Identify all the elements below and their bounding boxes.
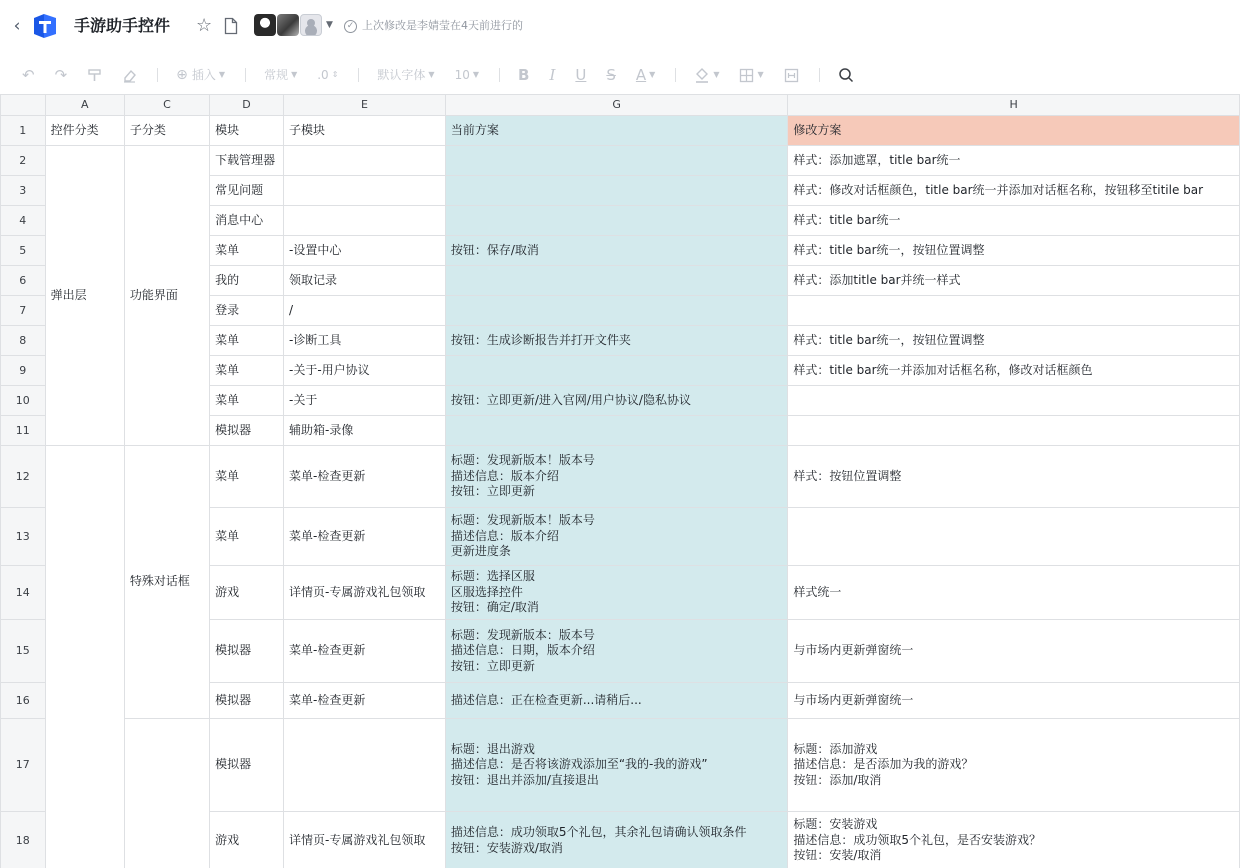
cell[interactable]: -关于-用户协议: [284, 356, 446, 386]
cell[interactable]: 修改方案: [788, 116, 1240, 146]
cell[interactable]: [445, 446, 788, 508]
column-header-c[interactable]: C: [124, 95, 209, 116]
cell[interactable]: [445, 266, 788, 296]
row-header[interactable]: 15: [1, 620, 46, 683]
cell-line: 样式：添加遮罩，title bar统一: [793, 152, 961, 167]
cell[interactable]: [445, 296, 788, 326]
row-header[interactable]: 8: [1, 326, 46, 356]
cell-line: 描述信息：正在检查更新...请稍后...: [450, 692, 642, 707]
spreadsheet-grid: [0, 94, 1240, 868]
cell-line: 标题：发现新版本：版本号: [450, 627, 595, 642]
cell[interactable]: 模块: [210, 116, 284, 146]
cell[interactable]: [788, 508, 1240, 566]
cell[interactable]: [284, 719, 446, 812]
back-icon[interactable]: ‹: [13, 16, 21, 36]
cell-line: 描述信息：版本介绍: [450, 468, 559, 483]
cell[interactable]: [284, 206, 446, 236]
cell-line: 描述信息：是否添加为我的游戏？: [793, 757, 974, 772]
cell[interactable]: [445, 719, 788, 812]
table-row: [1, 146, 1240, 176]
clear-format-icon[interactable]: [122, 63, 137, 87]
row-header[interactable]: 7: [1, 296, 46, 326]
cell-line: 标题：发现新版本！版本号: [450, 513, 595, 528]
cell[interactable]: [445, 176, 788, 206]
column-header-row: [1, 95, 1240, 116]
cell[interactable]: 菜单-检查更新: [284, 508, 446, 566]
cell-line: 标题：退出游戏: [450, 741, 535, 756]
last-modified-text: 上次修改是李婧莹在4天前进行的: [362, 19, 523, 32]
font-family-label: 默认字体: [377, 68, 426, 82]
toolbar-divider: [675, 68, 676, 82]
cell[interactable]: 领取记录: [284, 266, 446, 296]
cell[interactable]: 菜单-检查更新: [284, 683, 446, 719]
chevron-down-icon: ▼: [218, 70, 226, 79]
cell-line: 按钮：确定/取消: [450, 600, 539, 615]
format-painter-icon[interactable]: [87, 63, 102, 87]
plus-circle-icon: ⊕: [176, 67, 188, 83]
cell[interactable]: [445, 326, 788, 356]
decimal-places-control[interactable]: [317, 63, 338, 87]
chevron-down-icon: ▼: [291, 70, 298, 79]
cell[interactable]: [788, 812, 1240, 868]
number-format-label: 常规: [264, 68, 289, 82]
cell[interactable]: [445, 146, 788, 176]
cell[interactable]: /: [284, 296, 446, 326]
cell[interactable]: 菜单: [210, 508, 284, 566]
cell[interactable]: [788, 206, 1240, 236]
row-header[interactable]: 4: [1, 206, 46, 236]
cell[interactable]: [788, 176, 1240, 206]
cell[interactable]: [445, 683, 788, 719]
merged-cell[interactable]: 功能界面: [124, 146, 209, 446]
text-color-icon[interactable]: A ▼: [635, 66, 656, 84]
merged-cell[interactable]: [45, 446, 124, 868]
cell[interactable]: 子分类: [124, 116, 209, 146]
cell-line: 按钮：立即更新: [450, 484, 535, 499]
table-row: [1, 719, 1240, 812]
star-icon[interactable]: ☆: [196, 15, 213, 36]
avatar[interactable]: [300, 14, 322, 36]
cell[interactable]: [788, 266, 1240, 296]
cell-line: 按钮：添加/取消: [793, 772, 882, 787]
collaborator-avatars[interactable]: [254, 14, 333, 36]
cell[interactable]: -诊断工具: [284, 326, 446, 356]
cell[interactable]: 模拟器: [210, 683, 284, 719]
avatar[interactable]: [277, 14, 299, 36]
cell[interactable]: 菜单: [210, 236, 284, 266]
cell-line: 与市场内更新弹窗统一: [793, 692, 914, 707]
sheet-table: [0, 94, 1240, 868]
cell-line: 样式：按钮位置调整: [793, 468, 902, 483]
column-header-a[interactable]: A: [45, 95, 124, 116]
insert-dropdown[interactable]: [176, 63, 225, 87]
toolbar-divider: [499, 68, 500, 82]
merge-cells-icon[interactable]: [784, 63, 799, 87]
row-header[interactable]: 11: [1, 416, 46, 446]
merged-cell[interactable]: [124, 719, 209, 868]
font-family-dropdown[interactable]: [377, 63, 434, 87]
editor-toolbar: [0, 58, 1240, 92]
row-header[interactable]: 3: [1, 176, 46, 206]
cell-line: 标题：发现新版本！版本号: [450, 453, 595, 468]
toolbar-divider: [245, 68, 246, 82]
cell[interactable]: [788, 446, 1240, 508]
cell-line: 样式：添加title bar并统一样式: [793, 272, 961, 287]
cell-line: 样式统一: [793, 584, 842, 599]
cell[interactable]: [788, 566, 1240, 620]
cell[interactable]: 当前方案: [445, 116, 788, 146]
cell-line: 按钮：立即更新/进入官网/用户协议/隐私协议: [450, 392, 691, 407]
cell[interactable]: 子模块: [284, 116, 446, 146]
chevron-down-icon: ▼: [472, 70, 479, 79]
cell-line: 描述信息：成功领取5个礼包，其余礼包请确认领取条件: [450, 825, 747, 839]
bold-icon[interactable]: B: [518, 66, 530, 84]
cell-line: 描述信息：是否将该游戏添加至“我的-我的游戏”: [450, 757, 708, 772]
cell[interactable]: 登录: [210, 296, 284, 326]
row-header[interactable]: 1: [1, 116, 46, 146]
cell-line: 标题：添加游戏: [793, 741, 878, 756]
toolbar-divider: [358, 68, 359, 82]
fill-color-icon[interactable]: ▼: [694, 63, 719, 87]
cell[interactable]: [445, 416, 788, 446]
cell[interactable]: [788, 719, 1240, 812]
cell-line: 样式：title bar统一并添加对话框名称，修改对话框颜色: [793, 362, 1093, 377]
cell[interactable]: [284, 176, 446, 206]
check-circle-icon: ✓: [344, 20, 357, 33]
cell[interactable]: [445, 386, 788, 416]
cell[interactable]: [788, 386, 1240, 416]
sheet-doc-icon: [30, 12, 58, 40]
last-modified-status: [344, 18, 523, 34]
cell[interactable]: [788, 236, 1240, 266]
cell-line: 更新进度条: [450, 544, 511, 559]
row-header[interactable]: 2: [1, 146, 46, 176]
cell[interactable]: 模拟器: [210, 620, 284, 683]
cell-line: 描述信息：日期，版本介绍: [450, 643, 595, 658]
row-header[interactable]: 12: [1, 446, 46, 508]
cell[interactable]: [445, 620, 788, 683]
font-size-label: 10: [454, 68, 470, 82]
merged-cell[interactable]: 特殊对话框: [124, 446, 209, 719]
cell-line: 描述信息：成功领取5个礼包，是否安装游戏？: [793, 832, 1041, 847]
row-header[interactable]: 10: [1, 386, 46, 416]
cell[interactable]: [445, 206, 788, 236]
table-row: [1, 116, 1240, 146]
stepper-icon: ⇕: [331, 70, 339, 79]
title-bar: [0, 0, 1240, 52]
cell[interactable]: 菜单: [210, 356, 284, 386]
insert-label: 插入: [191, 68, 216, 82]
cell-line: 按钮：保存/取消: [450, 242, 539, 257]
cell[interactable]: [445, 356, 788, 386]
column-header-g[interactable]: G: [445, 95, 788, 116]
cell[interactable]: [788, 296, 1240, 326]
italic-icon[interactable]: I: [549, 66, 556, 84]
cell-line: 标题：选择区服: [450, 569, 535, 584]
borders-icon[interactable]: ▼: [739, 63, 763, 87]
cell-line: 按钮：退出并添加/直接退出: [450, 772, 599, 787]
strikethrough-icon[interactable]: S: [606, 66, 616, 84]
cell[interactable]: 我的: [210, 266, 284, 296]
column-header-e[interactable]: E: [284, 95, 446, 116]
cell-line: 样式：title bar统一，按钮位置调整: [793, 332, 985, 347]
cell[interactable]: [788, 326, 1240, 356]
table-row: [1, 446, 1240, 508]
cell[interactable]: [788, 416, 1240, 446]
select-all-corner[interactable]: [1, 95, 46, 116]
search-icon[interactable]: [838, 63, 854, 87]
cell[interactable]: 常见问题: [210, 176, 284, 206]
cell[interactable]: [445, 812, 788, 868]
cell-line: 样式：title bar统一: [793, 212, 901, 227]
chevron-down-icon: ▼: [428, 70, 435, 79]
cell-line: 与市场内更新弹窗统一: [793, 643, 914, 658]
row-header[interactable]: 13: [1, 508, 46, 566]
cell[interactable]: 控件分类: [45, 116, 124, 146]
chevron-down-icon[interactable]: ▼: [326, 20, 333, 30]
cell[interactable]: 详情页-专属游戏礼包领取: [284, 566, 446, 620]
cell[interactable]: [445, 508, 788, 566]
column-header-h[interactable]: H: [788, 95, 1240, 116]
cell[interactable]: 游戏: [210, 812, 284, 868]
cell[interactable]: 消息中心: [210, 206, 284, 236]
toolbar-divider: [157, 68, 158, 82]
cell[interactable]: -设置中心: [284, 236, 446, 266]
cell[interactable]: [445, 566, 788, 620]
cell[interactable]: [788, 356, 1240, 386]
cell-line: 按钮：安装/取消: [793, 848, 882, 863]
column-header-d[interactable]: D: [210, 95, 284, 116]
cell[interactable]: 菜单: [210, 446, 284, 508]
cell[interactable]: 游戏: [210, 566, 284, 620]
decimal-label: .0: [317, 68, 329, 82]
number-format-dropdown[interactable]: [264, 63, 297, 87]
cell[interactable]: 菜单-检查更新: [284, 446, 446, 508]
merged-cell[interactable]: 弹出层: [45, 146, 124, 446]
cell-line: 标题：安装游戏: [793, 817, 878, 832]
cell[interactable]: -关于: [284, 386, 446, 416]
cell[interactable]: 菜单-检查更新: [284, 620, 446, 683]
cell[interactable]: [284, 146, 446, 176]
row-header[interactable]: 9: [1, 356, 46, 386]
cell-line: 描述信息：版本介绍: [450, 528, 559, 543]
underline-icon[interactable]: U: [575, 66, 587, 84]
cell[interactable]: [788, 146, 1240, 176]
row-header[interactable]: 14: [1, 566, 46, 620]
cell[interactable]: 下载管理器: [210, 146, 284, 176]
cell-line: 按钮：生成诊断报告并打开文件夹: [450, 332, 631, 347]
cell-line: 按钮：安装游戏/取消: [450, 840, 563, 855]
cell-line: 样式：修改对话框颜色，title bar统一并添加对话框名称，按钮移至titile bar: [793, 182, 1204, 197]
file-info-icon[interactable]: [224, 17, 238, 35]
row-header[interactable]: 6: [1, 266, 46, 296]
cell[interactable]: 辅助箱-录像: [284, 416, 446, 446]
redo-icon[interactable]: ↷: [54, 66, 68, 84]
cell-line: 按钮：立即更新: [450, 658, 535, 673]
document-title[interactable]: 手游助手控件: [74, 16, 171, 35]
undo-icon[interactable]: ↶: [22, 66, 35, 84]
cell-line: 样式：title bar统一，按钮位置调整: [793, 242, 985, 257]
cell[interactable]: [788, 620, 1240, 683]
row-header[interactable]: 17: [1, 719, 46, 812]
font-size-dropdown[interactable]: [455, 63, 479, 87]
cell[interactable]: [445, 236, 788, 266]
cell[interactable]: [788, 683, 1240, 719]
cell[interactable]: 模拟器: [210, 416, 284, 446]
cell[interactable]: 详情页-专属游戏礼包领取: [284, 812, 446, 868]
avatar[interactable]: [254, 14, 276, 36]
cell[interactable]: 菜单: [210, 386, 284, 416]
cell[interactable]: 模拟器: [210, 719, 284, 812]
cell-line: 区服选择控件: [450, 584, 523, 599]
row-header[interactable]: 18: [1, 812, 46, 868]
row-header[interactable]: 16: [1, 683, 46, 719]
cell[interactable]: 菜单: [210, 326, 284, 356]
row-header[interactable]: 5: [1, 236, 46, 266]
toolbar-divider: [819, 68, 820, 82]
